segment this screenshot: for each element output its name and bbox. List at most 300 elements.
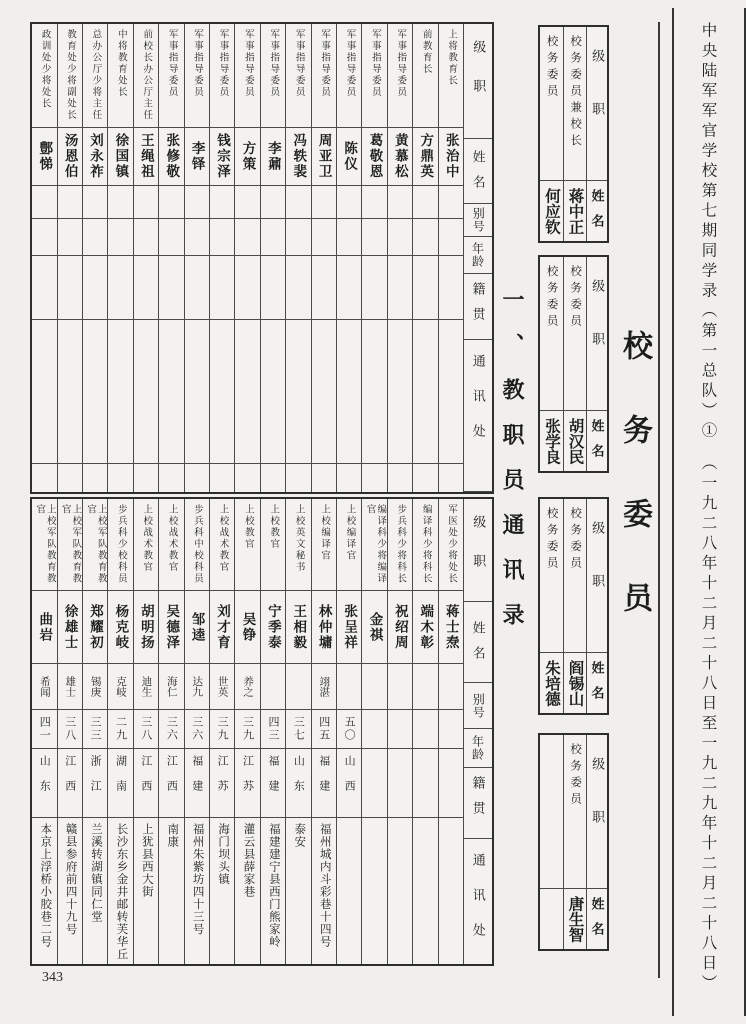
rank-cell: 军事指导委员	[344, 29, 355, 98]
header-rank: 级职	[590, 521, 606, 627]
person-column	[412, 499, 437, 964]
address-cell	[413, 319, 437, 463]
name-cell: 胡汉民	[564, 410, 587, 471]
person-column	[57, 24, 82, 492]
alias-cell	[337, 663, 361, 709]
empty-cell	[362, 463, 386, 492]
age-cell	[108, 218, 132, 255]
age-cell	[388, 709, 412, 748]
header-age: 年龄	[464, 728, 492, 767]
name-cell: 周亚卫	[312, 127, 336, 185]
person-column	[260, 24, 285, 492]
committee-member-column	[540, 257, 563, 471]
alias-cell	[337, 185, 361, 218]
committee-member-column	[540, 499, 563, 713]
committee-group-2	[538, 255, 609, 473]
name-cell: 葛敬恩	[362, 127, 386, 185]
address-cell: 上犹县西大街	[134, 817, 158, 964]
address-cell	[362, 817, 386, 964]
person-column	[285, 24, 310, 492]
rank-cell: 步兵科少校科员	[115, 504, 126, 585]
rank-cell: 校务委员	[545, 265, 558, 331]
page-number: 343	[42, 970, 63, 985]
rank-cell: 步兵科中校科员	[192, 504, 203, 585]
origin-cell	[337, 255, 361, 319]
rank-cell: 总办公厅少将主任	[90, 29, 101, 121]
address-cell	[337, 319, 361, 463]
table-header-column	[586, 257, 607, 471]
alias-cell	[185, 185, 209, 218]
name-cell: 王绳祖	[134, 127, 158, 185]
rank-cell: 军事指导委员	[395, 29, 406, 98]
origin-cell	[413, 255, 437, 319]
alias-cell	[108, 185, 132, 218]
faculty-table-bottom-band	[30, 497, 494, 966]
header-name: 姓名	[464, 601, 492, 682]
address-cell: 赣县参府前四十九号	[58, 817, 82, 964]
origin-cell	[32, 255, 56, 319]
committee-member-column	[563, 499, 587, 713]
origin-cell: 江苏	[235, 748, 259, 817]
person-column	[285, 499, 310, 964]
committee-group-4	[538, 733, 609, 951]
committee-group-3	[538, 497, 609, 715]
person-column	[32, 499, 56, 964]
age-cell	[286, 218, 310, 255]
header-name: 姓名	[587, 652, 607, 713]
person-column	[107, 24, 132, 492]
name-cell: 黄慕松	[388, 127, 412, 185]
age-cell	[439, 218, 463, 255]
alias-cell	[312, 185, 336, 218]
header-alias: 别号	[464, 682, 492, 728]
header-name: 姓名	[587, 888, 607, 949]
alias-cell	[134, 185, 158, 218]
person-column	[311, 499, 336, 964]
address-cell	[388, 319, 412, 463]
header-origin: 籍贯	[464, 273, 492, 339]
rank-cell: 前教育长	[420, 29, 431, 75]
rank-cell: 军事指导委员	[319, 29, 330, 98]
empty-cell	[159, 463, 183, 492]
name-cell: 张修敬	[159, 127, 183, 185]
empty-cell	[185, 463, 209, 492]
rank-cell: 军事指导委员	[192, 29, 203, 98]
rank-cell: 上校军队教育教官	[59, 504, 81, 585]
rank-cell: 校务委员	[545, 507, 558, 573]
alias-cell	[413, 185, 437, 218]
age-cell	[159, 218, 183, 255]
name-cell: 徐雄士	[58, 590, 82, 663]
person-column	[438, 499, 463, 964]
empty-cell	[32, 463, 56, 492]
age-cell: 五〇	[337, 709, 361, 748]
alias-cell: 翊湛	[312, 663, 336, 709]
alias-cell	[413, 663, 437, 709]
origin-cell	[388, 748, 412, 817]
empty-cell	[439, 463, 463, 492]
alias-cell: 达九	[185, 663, 209, 709]
alias-cell	[235, 185, 259, 218]
age-cell	[413, 218, 437, 255]
name-cell: 汤恩伯	[58, 127, 82, 185]
alias-cell	[362, 185, 386, 218]
address-cell: 福州朱紫坊四十三号	[185, 817, 209, 964]
age-cell: 四一	[32, 709, 56, 748]
name-cell: 唐生智	[564, 888, 587, 949]
person-column	[133, 499, 158, 964]
alias-cell: 克岐	[108, 663, 132, 709]
alias-cell	[58, 185, 82, 218]
person-column	[311, 24, 336, 492]
age-cell: 四五	[312, 709, 336, 748]
origin-cell	[58, 255, 82, 319]
name-cell: 郑耀初	[83, 590, 107, 663]
name-cell: 张学良	[540, 410, 563, 471]
age-cell	[388, 218, 412, 255]
header-rank: 级职	[590, 49, 606, 155]
name-cell: 李铎	[185, 127, 209, 185]
address-cell: 本京上浮桥小胶巷二号	[32, 817, 56, 964]
person-column	[387, 24, 412, 492]
age-cell	[83, 218, 107, 255]
alias-cell: 锡庚	[83, 663, 107, 709]
person-column	[361, 499, 386, 964]
name-cell: 方鼎英	[413, 127, 437, 185]
alias-cell	[159, 185, 183, 218]
rank-cell: 校务委员	[545, 35, 558, 101]
rank-cell: 校务委员	[569, 743, 582, 809]
rank-cell: 军事指导委员	[217, 29, 228, 98]
name-cell: 王相毅	[286, 590, 310, 663]
address-cell	[439, 319, 463, 463]
header-rank: 级职	[590, 279, 606, 385]
empty-cell	[134, 463, 158, 492]
name-cell: 钱宗泽	[210, 127, 234, 185]
origin-cell	[134, 255, 158, 319]
name-cell: 吴铮	[235, 590, 259, 663]
origin-cell	[83, 255, 107, 319]
person-column	[260, 499, 285, 964]
age-cell: 三七	[286, 709, 310, 748]
address-cell	[108, 319, 132, 463]
rank-cell: 上校教官	[268, 504, 279, 550]
committee-member-column	[563, 735, 587, 949]
table-header-column	[463, 499, 492, 964]
age-cell: 三九	[210, 709, 234, 748]
age-cell: 三六	[159, 709, 183, 748]
address-cell	[312, 319, 336, 463]
age-cell	[210, 218, 234, 255]
origin-cell: 山西	[337, 748, 361, 817]
alias-cell: 雄士	[58, 663, 82, 709]
address-cell	[413, 817, 437, 964]
age-cell	[235, 218, 259, 255]
alias-cell	[362, 663, 386, 709]
name-cell: 林仲墉	[312, 590, 336, 663]
address-cell: 福州城内斗彩巷十四号	[312, 817, 336, 964]
alias-cell	[261, 185, 285, 218]
header-rank: 级职	[471, 515, 487, 593]
rank-cell: 前校长办公厅主任	[141, 29, 152, 121]
committee-member-column	[540, 735, 563, 949]
origin-cell: 湖南	[108, 748, 132, 817]
address-cell	[439, 817, 463, 964]
rank-cell: 军事指导委员	[268, 29, 279, 98]
rank-cell: 军事指导委员	[166, 29, 177, 98]
origin-cell	[286, 255, 310, 319]
empty-cell	[286, 463, 310, 492]
rank-cell: 军事指导委员	[293, 29, 304, 98]
committee-section-label: 校务委员	[618, 330, 651, 666]
empty-cell	[337, 463, 361, 492]
header-alias: 别号	[464, 203, 492, 236]
rank-cell: 上校军队教育教官	[34, 504, 55, 585]
origin-cell	[108, 255, 132, 319]
rank-cell: 上校战术教官	[217, 504, 228, 573]
address-cell	[261, 319, 285, 463]
person-column	[209, 24, 234, 492]
alias-cell	[286, 185, 310, 218]
empty-cell	[210, 463, 234, 492]
origin-cell: 江西	[134, 748, 158, 817]
person-column	[158, 24, 183, 492]
address-cell: 灌云县薛家巷	[235, 817, 259, 964]
name-cell: 端木彰	[413, 590, 437, 663]
name-cell: 曲岩	[32, 590, 56, 663]
name-cell: 冯轶裴	[286, 127, 310, 185]
name-cell: 胡明扬	[134, 590, 158, 663]
origin-cell: 江西	[159, 748, 183, 817]
age-cell	[362, 709, 386, 748]
person-column	[387, 499, 412, 964]
name-cell: 鄷悌	[32, 127, 56, 185]
header-address: 通讯处	[464, 339, 492, 491]
address-cell	[210, 319, 234, 463]
name-cell: 张治中	[439, 127, 463, 185]
person-column	[184, 499, 209, 964]
address-cell	[388, 817, 412, 964]
name-cell: 蒋中正	[564, 180, 587, 241]
age-cell: 三三	[83, 709, 107, 748]
origin-cell: 江苏	[210, 748, 234, 817]
rank-cell: 上校战术教官	[141, 504, 152, 573]
name-cell: 刘永祚	[83, 127, 107, 185]
empty-cell	[58, 463, 82, 492]
address-cell	[159, 319, 183, 463]
name-cell: 张呈祥	[337, 590, 361, 663]
age-cell	[312, 218, 336, 255]
rank-cell	[540, 735, 563, 888]
rank-cell: 编译科少将编译官	[364, 504, 386, 585]
empty-cell	[235, 463, 259, 492]
header-name: 姓名	[464, 138, 492, 204]
address-cell	[286, 319, 310, 463]
header-rank: 级职	[471, 40, 487, 118]
alias-cell: 海仁	[159, 663, 183, 709]
empty-cell	[83, 463, 107, 492]
header-rank: 级职	[590, 757, 606, 863]
age-cell	[32, 218, 56, 255]
rank-cell: 军事指导委员	[242, 29, 253, 98]
alias-cell	[439, 185, 463, 218]
name-cell: 李鼐	[261, 127, 285, 185]
origin-cell	[185, 255, 209, 319]
origin-cell	[362, 255, 386, 319]
origin-cell	[388, 255, 412, 319]
header-name: 姓名	[587, 410, 607, 471]
age-cell	[413, 709, 437, 748]
age-cell: 三六	[185, 709, 209, 748]
committee-member-column	[563, 257, 587, 471]
origin-cell	[439, 748, 463, 817]
rank-cell: 校务委员	[569, 507, 582, 573]
age-cell: 四三	[261, 709, 285, 748]
person-column	[361, 24, 386, 492]
origin-cell: 山东	[286, 748, 310, 817]
address-cell	[32, 319, 56, 463]
alias-cell	[388, 185, 412, 218]
name-cell	[540, 888, 563, 949]
origin-cell	[159, 255, 183, 319]
age-cell	[185, 218, 209, 255]
book-title: 中央陆军军官学校第七期同学录（第一总队）① （一九二八年十二月二十八日至一九二九年十二月二十八日）	[699, 22, 717, 995]
address-cell: 长沙东乡金井邮转芙华丘	[108, 817, 132, 964]
rank-cell: 校务委员	[569, 265, 582, 331]
alias-cell	[210, 185, 234, 218]
faculty-table-top-band	[30, 22, 494, 494]
address-cell	[58, 319, 82, 463]
name-cell: 徐国镇	[108, 127, 132, 185]
alias-cell	[439, 663, 463, 709]
person-column	[336, 499, 361, 964]
address-cell	[362, 319, 386, 463]
committee-member-column	[540, 27, 563, 241]
rank-cell: 教育处少将副处长	[65, 29, 76, 121]
address-cell	[83, 319, 107, 463]
rank-cell: 编译科少将科长	[420, 504, 431, 585]
origin-cell	[413, 748, 437, 817]
origin-cell	[261, 255, 285, 319]
alias-cell: 养之	[235, 663, 259, 709]
name-cell: 金祺	[362, 590, 386, 663]
rank-cell: 上校军队教育教官	[85, 504, 106, 585]
person-column	[57, 499, 82, 964]
name-cell: 宁季泰	[261, 590, 285, 663]
alias-cell	[261, 663, 285, 709]
person-column	[234, 24, 259, 492]
person-column	[107, 499, 132, 964]
table-header-column	[463, 24, 492, 492]
origin-cell: 福建	[185, 748, 209, 817]
empty-cell	[413, 463, 437, 492]
empty-cell	[464, 491, 492, 492]
address-cell: 福建建宁县西门熊家岭	[261, 817, 285, 964]
header-origin: 籍贯	[464, 767, 492, 838]
alias-cell	[286, 663, 310, 709]
address-cell: 南康	[159, 817, 183, 964]
committee-group-1	[538, 25, 609, 243]
rank-cell: 上校教官	[242, 504, 253, 550]
name-cell: 祝绍周	[388, 590, 412, 663]
person-column	[133, 24, 158, 492]
age-cell: 三八	[58, 709, 82, 748]
rank-cell: 上校英文秘书	[293, 504, 304, 573]
person-column	[412, 24, 437, 492]
origin-cell	[235, 255, 259, 319]
age-cell	[337, 218, 361, 255]
person-column	[184, 24, 209, 492]
vertical-rule	[658, 22, 660, 978]
origin-cell: 山东	[32, 748, 56, 817]
origin-cell	[210, 255, 234, 319]
rank-cell: 校务委员兼校长	[569, 35, 582, 151]
rank-cell: 上校编译官	[319, 504, 330, 562]
name-cell: 陈仪	[337, 127, 361, 185]
table-header-column	[586, 735, 607, 949]
rank-cell: 政训处少将处长	[39, 29, 50, 110]
age-cell	[261, 218, 285, 255]
origin-cell: 江西	[58, 748, 82, 817]
name-cell: 何应钦	[540, 180, 563, 241]
age-cell: 二九	[108, 709, 132, 748]
person-column	[82, 499, 107, 964]
empty-cell	[261, 463, 285, 492]
table-header-column	[586, 499, 607, 713]
origin-cell	[362, 748, 386, 817]
rank-cell: 中将教育处长	[115, 29, 126, 98]
person-column	[158, 499, 183, 964]
name-cell: 刘才育	[210, 590, 234, 663]
name-cell: 阎锡山	[564, 652, 587, 713]
alias-cell	[388, 663, 412, 709]
person-column	[438, 24, 463, 492]
section-title: 一、教职员通讯录	[500, 288, 525, 648]
person-column	[209, 499, 234, 964]
age-cell	[58, 218, 82, 255]
person-column	[234, 499, 259, 964]
name-cell: 吴德泽	[159, 590, 183, 663]
rank-cell: 步兵科少将科长	[395, 504, 406, 585]
origin-cell	[439, 255, 463, 319]
address-cell	[134, 319, 158, 463]
header-address: 通讯处	[464, 838, 492, 964]
address-cell	[337, 817, 361, 964]
origin-cell: 福建	[261, 748, 285, 817]
person-column	[82, 24, 107, 492]
header-age: 年龄	[464, 236, 492, 273]
alias-cell	[83, 185, 107, 218]
committee-member-column	[563, 27, 587, 241]
person-column	[32, 24, 56, 492]
empty-cell	[312, 463, 336, 492]
address-cell	[185, 319, 209, 463]
rank-cell: 军医处少将处长	[446, 504, 457, 585]
origin-cell: 浙江	[83, 748, 107, 817]
address-cell: 泰安	[286, 817, 310, 964]
alias-cell: 希闻	[32, 663, 56, 709]
name-cell: 邹逵	[185, 590, 209, 663]
origin-cell	[312, 255, 336, 319]
alias-cell	[32, 185, 56, 218]
name-cell: 蒋士焘	[439, 590, 463, 663]
address-cell	[235, 319, 259, 463]
address-cell: 海门坝头镇	[210, 817, 234, 964]
age-cell: 三九	[235, 709, 259, 748]
empty-cell	[108, 463, 132, 492]
age-cell: 三八	[134, 709, 158, 748]
origin-cell: 福建	[312, 748, 336, 817]
